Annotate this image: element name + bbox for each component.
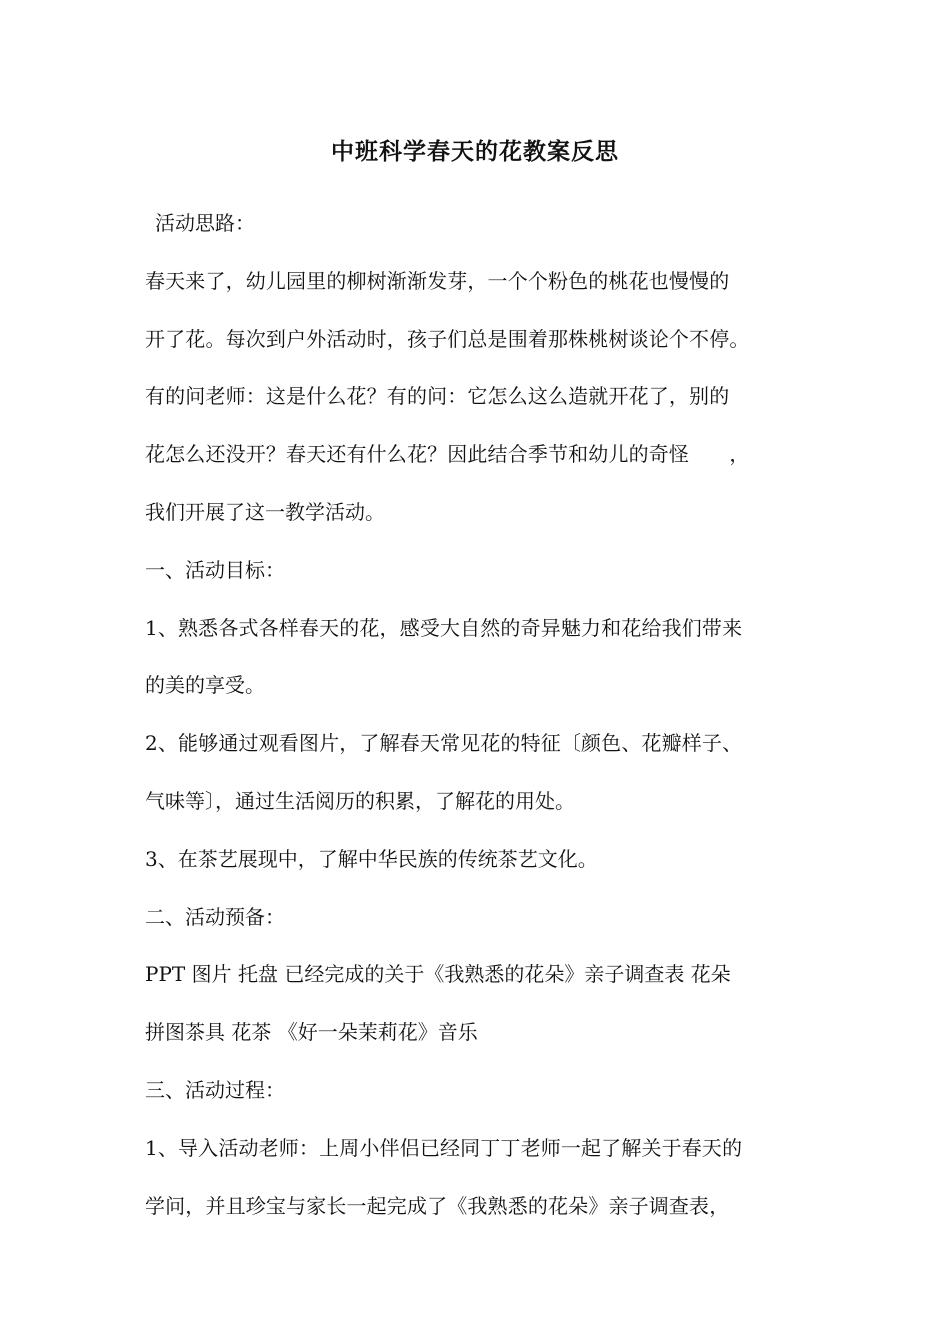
document-body: [145, 205, 815, 1245]
paragraph-line: PPT 图片 托盘 已经完成的关于《我熟悉的花朵》亲子调查表 花朵: [145, 962, 731, 987]
paragraph-line: 1、导入活动老师：上周小伴侣已经同丁丁老师一起了解关于春天的: [145, 1135, 743, 1160]
paragraph-line: 1、熟悉各式各样春天的花，感受大自然的奇异魅力和花给我们带来: [145, 615, 743, 640]
paragraph-line: 2、能够通过观看图片，了解春天常见花的特征〔颜色、花瓣样子、: [145, 731, 743, 756]
paragraph-line: 学问，并且珍宝与家长一起完成了《我熟悉的花朵》亲子调查表，: [145, 1193, 730, 1218]
section-heading: 三、活动过程：: [145, 1077, 285, 1102]
paragraph-line: 我们开展了这一教学活动。: [145, 499, 385, 524]
paragraph-line: 的美的享受。: [145, 673, 265, 698]
section-heading: 二、活动预备：: [145, 904, 285, 929]
paragraph-line: 活动思路：: [155, 211, 255, 235]
document-title: 中班科学春天的花教案反思: [331, 138, 619, 165]
paragraph-line: 花怎么还没开？春天还有什么花？因此结合季节和幼儿的奇怪 ，: [145, 442, 750, 467]
paragraph-line: 气味等〕，通过生活阅历的积累，了解花的用处。: [145, 788, 575, 813]
paragraph-line: 春天来了，幼儿园里的柳树渐渐发芽，一个个粉色的桃花也慢慢的: [145, 268, 730, 293]
paragraph-line: 拼图茶具 花茶 《好一朵茉莉花》音乐: [145, 1020, 478, 1045]
paragraph-line: 3、在茶艺展现中，了解中华民族的传统茶艺文化。: [145, 846, 598, 871]
paragraph-line: 开了花。每次到户外活动时，孩子们总是围着那株桃树谈论个不停。: [145, 326, 750, 351]
paragraph-line: 有的问老师：这是什么花？有的问：它怎么这么造就开花了，别的: [145, 384, 730, 409]
section-heading: 一、活动目标：: [145, 557, 285, 582]
